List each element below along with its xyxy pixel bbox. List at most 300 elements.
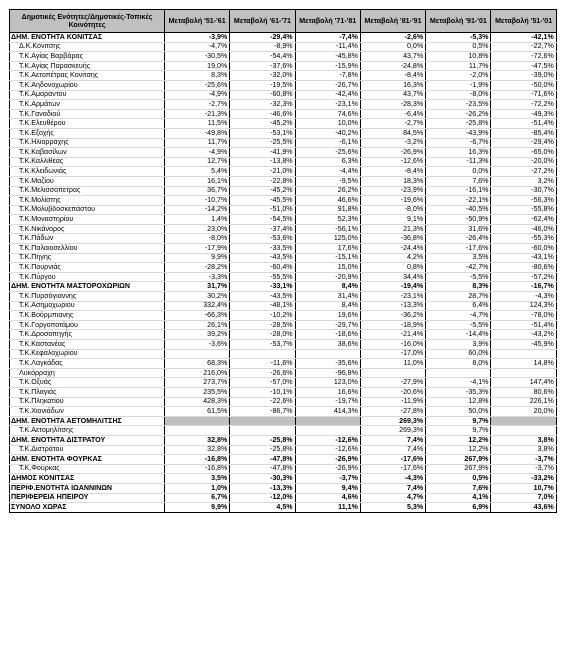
- change-value-cell: -5,3%: [426, 33, 491, 43]
- community-name-cell: Τ.Κ.Πηγής: [10, 253, 165, 263]
- change-value-cell: -17,6%: [360, 464, 425, 474]
- change-value-cell: -24,4%: [360, 244, 425, 254]
- change-value-cell: -14,2%: [165, 205, 230, 215]
- table-row: [10, 205, 557, 215]
- change-value-cell: 9,7%: [426, 416, 491, 426]
- change-value-cell: -10,1%: [230, 387, 295, 397]
- change-value-cell: 26,2%: [295, 186, 360, 196]
- table-row: [10, 167, 557, 177]
- change-value-cell: -43,1%: [491, 253, 556, 263]
- community-name-cell: Τ.Κ.Μολίστης: [10, 196, 165, 206]
- change-value-cell: -20,6%: [360, 387, 425, 397]
- group-total-row: [10, 455, 557, 465]
- table-row: [10, 320, 557, 330]
- change-value-cell: -27,2%: [491, 167, 556, 177]
- change-value-cell: -25,5%: [230, 138, 295, 148]
- change-value-cell: 34,4%: [360, 272, 425, 282]
- change-value-cell: -33,1%: [230, 282, 295, 292]
- change-value-cell: -16,1%: [426, 186, 491, 196]
- table-row: [10, 138, 557, 148]
- change-value-cell: 39,2%: [165, 330, 230, 340]
- change-value-cell: -19,4%: [360, 282, 425, 292]
- change-value-cell: 19,0%: [165, 61, 230, 71]
- change-value-cell: 43,6%: [491, 503, 556, 513]
- change-value-cell: 235,5%: [165, 387, 230, 397]
- community-name-cell: Τ.Κ.Αηδονοχωρίου: [10, 80, 165, 90]
- change-value-cell: 16,1%: [165, 176, 230, 186]
- change-value-cell: -96,8%: [295, 368, 360, 378]
- change-value-cell: 80,6%: [491, 387, 556, 397]
- change-value-cell: 8,4%: [295, 282, 360, 292]
- community-name-cell: Τ.Κ.Μελισσόπετρας: [10, 186, 165, 196]
- change-value-cell: -26,7%: [295, 80, 360, 90]
- community-name-cell: Τ.Κ.Γοργοποτάμου: [10, 320, 165, 330]
- change-value-cell: 91,8%: [295, 205, 360, 215]
- community-name-cell: Τ.Κ.Καβασίλων: [10, 148, 165, 158]
- change-value-cell: 3,5%: [165, 474, 230, 484]
- change-value-cell: 4,5%: [230, 503, 295, 513]
- change-value-cell: 11,1%: [295, 503, 360, 513]
- change-value-cell: 267,9%: [426, 464, 491, 474]
- community-name-cell: Τ.Κ.Πυρσόγιαννης: [10, 292, 165, 302]
- change-value-cell: [491, 368, 556, 378]
- group-name-cell: ΣΥΝΟΛΟ ΧΩΡΑΣ: [10, 503, 165, 513]
- change-value-cell: -53,7%: [230, 340, 295, 350]
- change-value-cell: [230, 426, 295, 436]
- change-value-cell: -36,8%: [360, 234, 425, 244]
- change-value-cell: 6,4%: [426, 301, 491, 311]
- change-value-cell: -4,1%: [426, 378, 491, 388]
- change-value-cell: 226,1%: [491, 397, 556, 407]
- change-value-cell: -23,1%: [295, 100, 360, 110]
- change-value-cell: -8,0%: [165, 234, 230, 244]
- change-value-cell: -13,3%: [360, 301, 425, 311]
- community-name-cell: Τ.Κ.Αρμάτων: [10, 100, 165, 110]
- change-value-cell: [230, 349, 295, 359]
- table-row: [10, 119, 557, 129]
- change-value-cell: -53,1%: [230, 128, 295, 138]
- change-value-cell: -19,5%: [230, 80, 295, 90]
- change-value-cell: -50,0%: [491, 80, 556, 90]
- change-value-cell: 4,7%: [360, 493, 425, 503]
- table-row: [10, 359, 557, 369]
- community-name-cell: Τ.Κ.Διστράτου: [10, 445, 165, 455]
- change-value-cell: -3,7%: [491, 455, 556, 465]
- community-name-cell: Τ.Κ.Μολυβδοσκεπάστου: [10, 205, 165, 215]
- change-value-cell: 124,3%: [491, 301, 556, 311]
- header-change-81-91: Μεταβολή '81-'91: [360, 10, 425, 33]
- table-row: [10, 387, 557, 397]
- change-value-cell: -42,1%: [491, 33, 556, 43]
- change-value-cell: -1,9%: [426, 80, 491, 90]
- change-value-cell: 10,7%: [491, 483, 556, 493]
- group-name-cell: ΔΗΜ. ΕΝΟΤΗΤΑ ΚΟΝΙΤΣΑΣ: [10, 33, 165, 43]
- group-name-cell: ΔΗΜ. ΕΝΟΤΗΤΑ ΔΙΣΤΡΑΤΟΥ: [10, 435, 165, 445]
- change-value-cell: -55,5%: [230, 272, 295, 282]
- change-value-cell: -57,0%: [230, 378, 295, 388]
- change-value-cell: 0,5%: [426, 42, 491, 52]
- community-name-cell: Τ.Κ.Πάδων: [10, 234, 165, 244]
- change-value-cell: [295, 416, 360, 426]
- change-value-cell: 0,0%: [360, 42, 425, 52]
- change-value-cell: 19,6%: [295, 311, 360, 321]
- change-value-cell: -60,0%: [491, 244, 556, 254]
- change-value-cell: -3,2%: [360, 138, 425, 148]
- table-row: [10, 426, 557, 436]
- change-value-cell: [165, 416, 230, 426]
- change-value-cell: 5,4%: [165, 167, 230, 177]
- change-value-cell: -2,0%: [426, 71, 491, 81]
- change-value-cell: 1,4%: [165, 215, 230, 225]
- group-name-cell: ΔΗΜ. ΕΝΟΤΗΤΑ ΦΟΥΡΚΑΣ: [10, 455, 165, 465]
- change-value-cell: 269,3%: [360, 426, 425, 436]
- change-value-cell: -11,4%: [295, 42, 360, 52]
- table-row: [10, 272, 557, 282]
- change-value-cell: 125,0%: [295, 234, 360, 244]
- change-value-cell: 21,3%: [360, 224, 425, 234]
- change-value-cell: -8,0%: [426, 90, 491, 100]
- community-name-cell: Τ.Κ.Καλλιθέας: [10, 157, 165, 167]
- change-value-cell: -26,9%: [295, 455, 360, 465]
- change-value-cell: [165, 426, 230, 436]
- change-value-cell: 123,0%: [295, 378, 360, 388]
- change-value-cell: -78,0%: [491, 311, 556, 321]
- change-value-cell: -4,3%: [491, 292, 556, 302]
- change-value-cell: -51,0%: [230, 205, 295, 215]
- community-name-cell: Τ.Κ.Χιονιάδων: [10, 407, 165, 417]
- change-value-cell: 0,8%: [360, 263, 425, 273]
- change-value-cell: -4,7%: [165, 42, 230, 52]
- group-name-cell: ΔΗΜ. ΕΝΟΤΗΤΑ ΑΕΤΟΜΗΛΙΤΣΗΣ: [10, 416, 165, 426]
- change-value-cell: 60,0%: [426, 349, 491, 359]
- change-value-cell: -3,9%: [165, 33, 230, 43]
- table-row: [10, 349, 557, 359]
- table-row: [10, 301, 557, 311]
- table-row: [10, 42, 557, 52]
- table-row: [10, 234, 557, 244]
- change-value-cell: 1,0%: [165, 483, 230, 493]
- change-value-cell: 3,5%: [426, 253, 491, 263]
- community-name-cell: Δ.Κ.Κόνιτσης: [10, 42, 165, 52]
- change-value-cell: -19,6%: [360, 196, 425, 206]
- change-value-cell: -47,5%: [491, 61, 556, 71]
- change-value-cell: -11,3%: [426, 157, 491, 167]
- change-value-cell: -51,4%: [491, 119, 556, 129]
- group-name-cell: ΔΗΜΟΣ ΚΟΝΙΤΣΑΣ: [10, 474, 165, 484]
- change-value-cell: 31,6%: [426, 224, 491, 234]
- group-total-row: [10, 493, 557, 503]
- change-value-cell: -4,9%: [165, 90, 230, 100]
- change-value-cell: -42,7%: [426, 263, 491, 273]
- table-row: [10, 378, 557, 388]
- change-value-cell: 6,9%: [426, 503, 491, 513]
- change-value-cell: -42,4%: [295, 90, 360, 100]
- group-total-row: [10, 435, 557, 445]
- change-value-cell: 68,3%: [165, 359, 230, 369]
- change-value-cell: 84,5%: [360, 128, 425, 138]
- change-value-cell: 147,4%: [491, 378, 556, 388]
- group-name-cell: ΠΕΡΙΦΕΡΕΙΑ ΗΠΕΙΡΟΥ: [10, 493, 165, 503]
- table-row: [10, 148, 557, 158]
- community-name-cell: Τ.Κ.Οξυάς: [10, 378, 165, 388]
- change-value-cell: -51,4%: [491, 320, 556, 330]
- change-value-cell: -29,4%: [230, 33, 295, 43]
- community-name-cell: Τ.Κ.Κεφαλοχωρίου: [10, 349, 165, 359]
- change-value-cell: -47,8%: [230, 464, 295, 474]
- change-value-cell: 23,0%: [165, 224, 230, 234]
- change-value-cell: -30,7%: [491, 186, 556, 196]
- header-change-51-61: Μεταβολή '51-'61: [165, 10, 230, 33]
- change-value-cell: 7,6%: [426, 176, 491, 186]
- change-value-cell: -43,5%: [230, 253, 295, 263]
- group-total-row: [10, 33, 557, 43]
- change-value-cell: 3,2%: [491, 176, 556, 186]
- change-value-cell: -39,0%: [491, 71, 556, 81]
- change-value-cell: -3,3%: [165, 272, 230, 282]
- change-value-cell: -25,8%: [230, 435, 295, 445]
- change-value-cell: [295, 426, 360, 436]
- change-value-cell: 11,7%: [426, 61, 491, 71]
- change-value-cell: 11,0%: [360, 359, 425, 369]
- change-value-cell: -20,0%: [491, 157, 556, 167]
- change-value-cell: -8,0%: [360, 205, 425, 215]
- change-value-cell: 8,4%: [295, 301, 360, 311]
- change-value-cell: -54,5%: [230, 215, 295, 225]
- header-change-91-01: Μεταβολή '91-'01: [426, 10, 491, 33]
- change-value-cell: -72,6%: [491, 52, 556, 62]
- change-value-cell: 9,9%: [165, 253, 230, 263]
- change-value-cell: -16,0%: [360, 340, 425, 350]
- change-value-cell: -26,4%: [426, 234, 491, 244]
- change-value-cell: 9,9%: [165, 503, 230, 513]
- change-value-cell: -4,9%: [165, 148, 230, 158]
- change-value-cell: -13,8%: [230, 157, 295, 167]
- change-value-cell: -40,2%: [295, 128, 360, 138]
- community-name-cell: Τ.Κ.Εξοχής: [10, 128, 165, 138]
- table-row: [10, 224, 557, 234]
- change-value-cell: -15,9%: [295, 61, 360, 71]
- change-value-cell: -45,8%: [295, 52, 360, 62]
- change-value-cell: 6,7%: [165, 493, 230, 503]
- change-value-cell: -26,6%: [230, 368, 295, 378]
- change-value-cell: -43,9%: [426, 128, 491, 138]
- change-value-cell: -17,9%: [165, 244, 230, 254]
- change-value-cell: 414,3%: [295, 407, 360, 417]
- change-value-cell: -26,9%: [360, 148, 425, 158]
- table-row: [10, 368, 557, 378]
- change-value-cell: -11,9%: [360, 397, 425, 407]
- change-value-cell: 12,8%: [426, 397, 491, 407]
- table-row: [10, 464, 557, 474]
- change-value-cell: 43,7%: [360, 90, 425, 100]
- change-value-cell: 74,6%: [295, 109, 360, 119]
- table-row: [10, 61, 557, 71]
- change-value-cell: -86,7%: [230, 407, 295, 417]
- change-value-cell: -36,2%: [360, 311, 425, 321]
- change-value-cell: -45,9%: [491, 340, 556, 350]
- change-value-cell: 12,2%: [426, 445, 491, 455]
- change-value-cell: 11,7%: [165, 138, 230, 148]
- change-value-cell: -22,1%: [426, 196, 491, 206]
- change-value-cell: -60,8%: [230, 90, 295, 100]
- change-value-cell: -5,5%: [426, 272, 491, 282]
- change-value-cell: 52,3%: [295, 215, 360, 225]
- change-value-cell: 28,7%: [426, 292, 491, 302]
- change-value-cell: 61,5%: [165, 407, 230, 417]
- change-value-cell: -10,7%: [165, 196, 230, 206]
- change-value-cell: -43,2%: [491, 330, 556, 340]
- table-row: [10, 330, 557, 340]
- change-value-cell: -66,3%: [165, 311, 230, 321]
- table-row: [10, 397, 557, 407]
- change-value-cell: -48,1%: [230, 301, 295, 311]
- change-value-cell: -6,4%: [360, 109, 425, 119]
- change-value-cell: -55,3%: [491, 234, 556, 244]
- change-value-cell: -21,0%: [230, 167, 295, 177]
- change-value-cell: 7,6%: [426, 483, 491, 493]
- change-value-cell: 6,3%: [295, 157, 360, 167]
- change-value-cell: -8,9%: [230, 42, 295, 52]
- change-value-cell: -72,2%: [491, 100, 556, 110]
- change-value-cell: [360, 368, 425, 378]
- change-value-cell: 26,1%: [165, 320, 230, 330]
- change-value-cell: 0,5%: [426, 474, 491, 484]
- change-value-cell: -28,3%: [360, 100, 425, 110]
- header-change-51-01: Μεταβολή '51-'01: [491, 10, 556, 33]
- community-name-cell: Τ.Κ.Αγίας Βαρβάρας: [10, 52, 165, 62]
- change-value-cell: -27,8%: [360, 407, 425, 417]
- change-value-cell: -25,6%: [295, 148, 360, 158]
- change-value-cell: 9,7%: [426, 426, 491, 436]
- change-value-cell: 11,5%: [165, 119, 230, 129]
- change-value-cell: 50,0%: [426, 407, 491, 417]
- change-value-cell: -12,6%: [295, 435, 360, 445]
- table-row: [10, 71, 557, 81]
- group-total-row: [10, 416, 557, 426]
- change-value-cell: 3,8%: [491, 435, 556, 445]
- change-value-cell: -40,5%: [426, 205, 491, 215]
- group-total-row: [10, 474, 557, 484]
- change-value-cell: -85,4%: [491, 128, 556, 138]
- change-value-cell: 7,4%: [360, 483, 425, 493]
- table-row: [10, 128, 557, 138]
- change-value-cell: -30,5%: [165, 52, 230, 62]
- change-value-cell: 4,2%: [360, 253, 425, 263]
- change-value-cell: 31,7%: [165, 282, 230, 292]
- change-value-cell: -21,4%: [360, 330, 425, 340]
- change-value-cell: -28,5%: [230, 320, 295, 330]
- change-value-cell: 32,8%: [165, 445, 230, 455]
- change-value-cell: -47,8%: [230, 455, 295, 465]
- change-value-cell: -12,6%: [295, 445, 360, 455]
- community-name-cell: Τ.Κ.Παλαιοσελλίου: [10, 244, 165, 254]
- community-name-cell: Τ.Κ.Γαναδιού: [10, 109, 165, 119]
- change-value-cell: 15,0%: [295, 263, 360, 273]
- change-value-cell: -49,3%: [491, 109, 556, 119]
- change-value-cell: 267,9%: [426, 455, 491, 465]
- community-name-cell: Τ.Κ.Νικάνορος: [10, 224, 165, 234]
- change-value-cell: -46,0%: [491, 224, 556, 234]
- change-value-cell: -17,0%: [360, 349, 425, 359]
- change-value-cell: [426, 368, 491, 378]
- change-value-cell: -24,8%: [360, 61, 425, 71]
- table-row: [10, 215, 557, 225]
- community-name-cell: Τ.Κ.Δροσοπηγής: [10, 330, 165, 340]
- table-row: [10, 109, 557, 119]
- change-value-cell: 216,0%: [165, 368, 230, 378]
- change-value-cell: -8,4%: [360, 167, 425, 177]
- change-value-cell: 7,0%: [491, 493, 556, 503]
- change-value-cell: 16,6%: [295, 387, 360, 397]
- change-value-cell: -6,7%: [426, 138, 491, 148]
- change-value-cell: -35,6%: [295, 359, 360, 369]
- change-value-cell: 14,8%: [491, 359, 556, 369]
- change-value-cell: -2,6%: [360, 33, 425, 43]
- change-value-cell: -29,4%: [491, 138, 556, 148]
- change-value-cell: -22,7%: [491, 42, 556, 52]
- header-municipal-units: Δημοτικές Ενότητες/Δημοτικές-Τοπικές Κοινότητες: [10, 10, 165, 33]
- change-value-cell: [165, 349, 230, 359]
- change-value-cell: 4,6%: [295, 493, 360, 503]
- table-body: [10, 33, 557, 513]
- change-value-cell: 7,4%: [360, 445, 425, 455]
- change-value-cell: -2,7%: [165, 100, 230, 110]
- change-value-cell: -18,9%: [360, 320, 425, 330]
- change-value-cell: -12,6%: [360, 157, 425, 167]
- change-value-cell: -23,5%: [426, 100, 491, 110]
- change-value-cell: -29,7%: [295, 320, 360, 330]
- change-value-cell: -60,4%: [230, 263, 295, 273]
- change-value-cell: -32,0%: [230, 71, 295, 81]
- change-value-cell: -56,1%: [295, 224, 360, 234]
- change-value-cell: -2,7%: [360, 119, 425, 129]
- change-value-cell: -32,3%: [230, 100, 295, 110]
- change-value-cell: -14,4%: [426, 330, 491, 340]
- population-change-table: [9, 9, 557, 513]
- change-value-cell: -26,2%: [426, 109, 491, 119]
- change-value-cell: 20,0%: [491, 407, 556, 417]
- community-name-cell: Τ.Κ.Ελευθέρου: [10, 119, 165, 129]
- table-row: [10, 340, 557, 350]
- change-value-cell: 4,1%: [426, 493, 491, 503]
- change-value-cell: 17,6%: [295, 244, 360, 254]
- change-value-cell: -71,6%: [491, 90, 556, 100]
- change-value-cell: 0,0%: [426, 167, 491, 177]
- change-value-cell: -57,2%: [491, 272, 556, 282]
- change-value-cell: -25,6%: [165, 80, 230, 90]
- change-value-cell: -3,7%: [491, 464, 556, 474]
- change-value-cell: 43,7%: [360, 52, 425, 62]
- change-value-cell: -3,7%: [295, 474, 360, 484]
- header-change-71-81: Μεταβολή '71-'81: [295, 10, 360, 33]
- community-name-cell: Τ.Κ.Ασημοχωρίου: [10, 301, 165, 311]
- change-value-cell: -22,6%: [230, 397, 295, 407]
- change-value-cell: -26,9%: [295, 464, 360, 474]
- change-value-cell: -3,6%: [165, 340, 230, 350]
- change-value-cell: 30,2%: [165, 292, 230, 302]
- community-name-cell: Τ.Κ.Λαγκάδας: [10, 359, 165, 369]
- change-value-cell: -28,2%: [165, 263, 230, 273]
- change-value-cell: -28,0%: [230, 330, 295, 340]
- change-value-cell: -30,3%: [230, 474, 295, 484]
- change-value-cell: -11,6%: [230, 359, 295, 369]
- change-value-cell: -25,8%: [426, 119, 491, 129]
- change-value-cell: 18,3%: [360, 176, 425, 186]
- change-value-cell: 16,3%: [360, 80, 425, 90]
- change-value-cell: 8,3%: [165, 71, 230, 81]
- community-name-cell: Τ.Κ.Ηλιορράχης: [10, 138, 165, 148]
- community-name-cell: Τ.Κ.Καστανέας: [10, 340, 165, 350]
